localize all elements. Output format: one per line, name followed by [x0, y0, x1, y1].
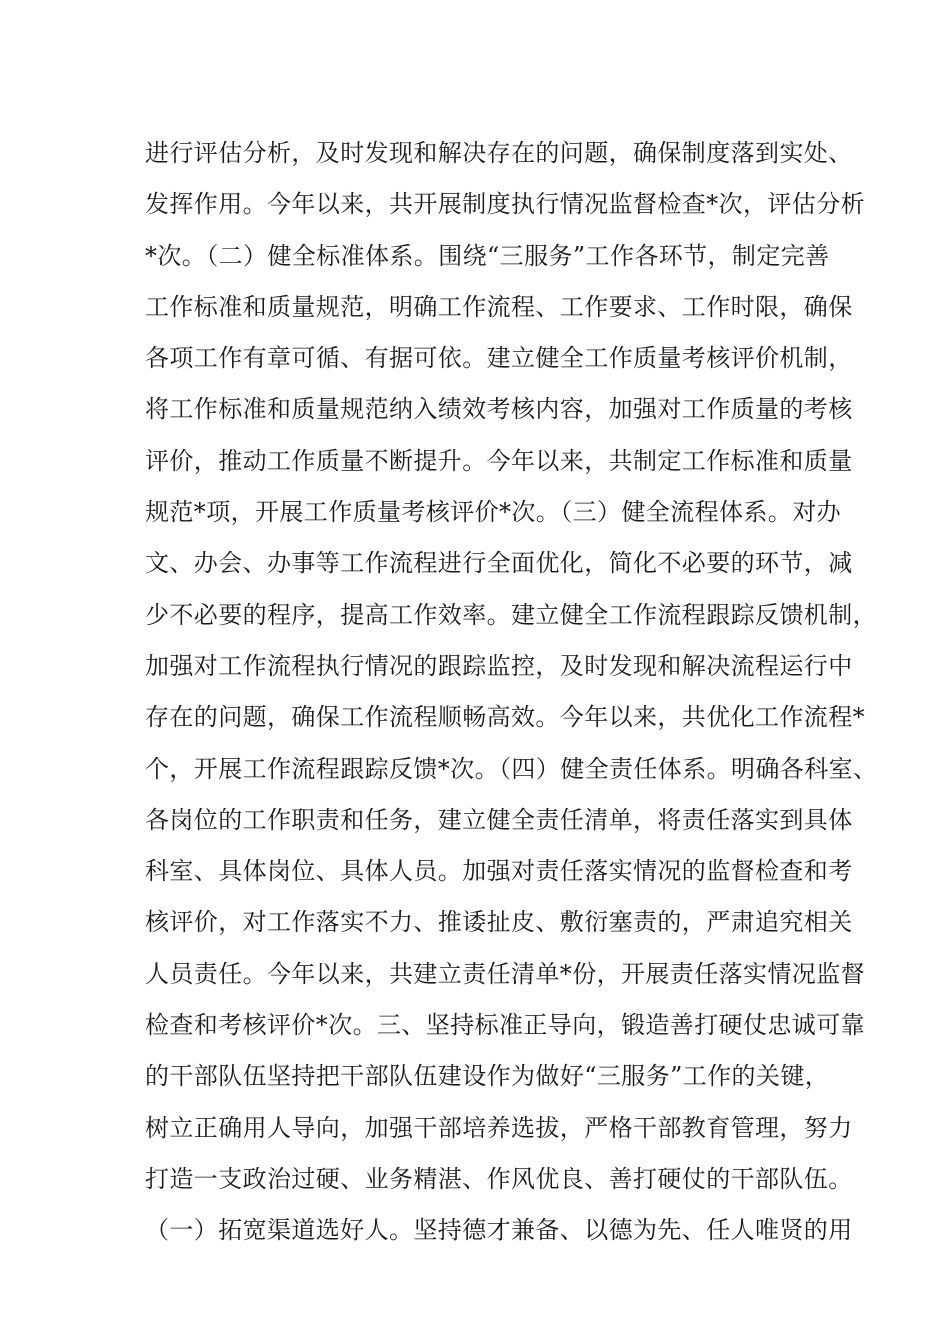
text-line: 少不必要的程序，提高工作效率。建立健全工作流程跟踪反馈机制， — [145, 600, 877, 629]
text-line: 评价，推动工作质量不断提升。今年以来，共制定工作标准和质量 — [145, 446, 853, 475]
text-line: 工作标准和质量规范，明确工作流程、工作要求、工作时限，确保 — [145, 292, 853, 321]
text-line: 存在的问题，确保工作流程顺畅高效。今年以来，共优化工作流程* — [145, 703, 865, 732]
text-line: 核评价，对工作落实不力、推诿扯皮、敷衍塞责的，严肃追究相关 — [145, 908, 853, 937]
text-line: 打造一支政治过硬、业务精湛、作风优良、善打硬仗的干部队伍。 — [145, 1164, 853, 1193]
text-line: 各项工作有章可循、有据可依。建立健全工作质量考核评价机制， — [145, 344, 853, 373]
text-line: （一）拓宽渠道选好人。坚持德才兼备、以德为先、任人唯贤的用 — [145, 1216, 853, 1245]
body-text — [145, 128, 878, 1257]
text-line: 规范*项，开展工作质量考核评价*次。（三）健全流程体系。对办 — [145, 498, 841, 527]
text-line: 人员责任。今年以来，共建立责任清单*份，开展责任落实情况监督 — [145, 959, 865, 988]
text-line: 发挥作用。今年以来，共开展制度执行情况监督检查*次，评估分析 — [145, 190, 865, 219]
text-line: 个，开展工作流程跟踪反馈*次。（四）健全责任体系。明确各科室、 — [145, 754, 878, 783]
text-line: 科室、具体岗位、具体人员。加强对责任落实情况的监督检查和考 — [145, 857, 853, 886]
text-line: *次。（二）健全标准体系。围绕“三服务”工作各环节，制定完善 — [145, 241, 830, 270]
text-line: 文、办会、办事等工作流程进行全面优化，简化不必要的环节，减 — [145, 549, 853, 578]
text-line: 树立正确用人导向，加强干部培养选拔，严格干部教育管理，努力 — [145, 1113, 853, 1142]
text-line: 加强对工作流程执行情况的跟踪监控，及时发现和解决流程运行中 — [145, 651, 853, 680]
text-line: 检查和考核评价*次。三、坚持标准正导向，锻造善打硬仗忠诚可靠 — [145, 1011, 865, 1040]
text-line: 的干部队伍坚持把干部队伍建设作为做好“三服务”工作的关键， — [145, 1062, 830, 1091]
text-line: 各岗位的工作职责和任务，建立健全责任清单，将责任落实到具体 — [145, 805, 853, 834]
text-line: 将工作标准和质量规范纳入绩效考核内容，加强对工作质量的考核 — [145, 395, 853, 424]
text-line: 进行评估分析，及时发现和解决存在的问题，确保制度落到实处、 — [145, 139, 853, 167]
